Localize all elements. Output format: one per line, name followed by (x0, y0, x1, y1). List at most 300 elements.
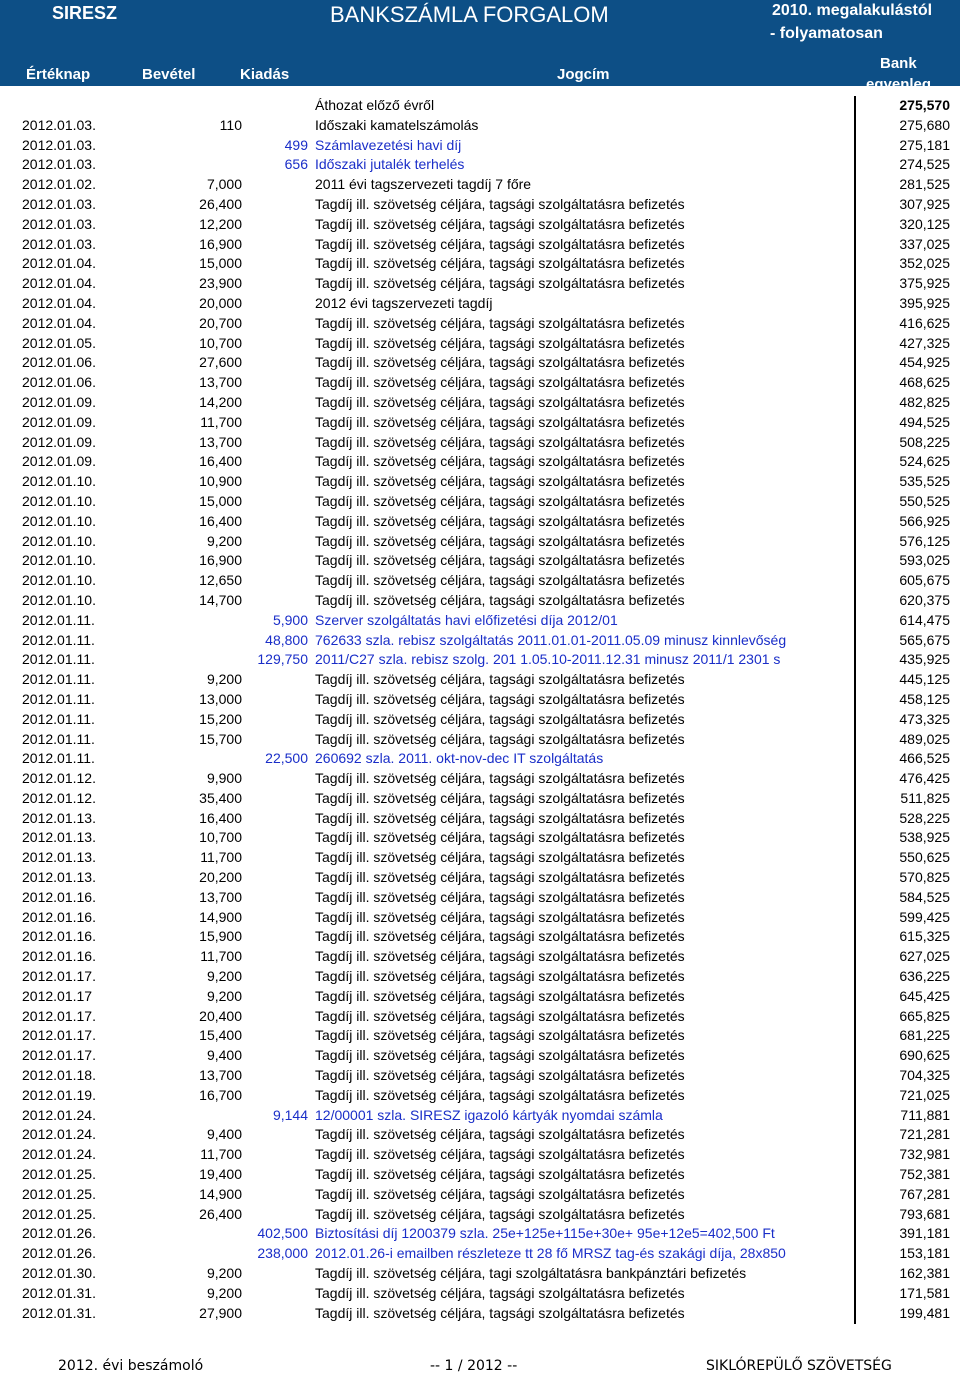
table-row (0, 235, 960, 255)
row-balance: 566,925 (899, 512, 950, 529)
row-date: 2012.01.11. (22, 730, 95, 747)
row-description: Tagdíj ill. szövetség céljára, tagsági szolgáltatásra befizetés (315, 809, 685, 826)
row-date: 2012.01.04. (22, 314, 96, 331)
row-description: Időszaki kamatelszámolás (315, 116, 479, 133)
row-income: 19,400 (199, 1166, 242, 1183)
transaction-table (0, 96, 960, 1323)
row-balance: 427,325 (899, 334, 950, 351)
row-expense: 499 (284, 136, 308, 153)
table-row (0, 532, 960, 552)
row-date: 2012.01.12. (22, 770, 96, 787)
row-description: Tagdíj ill. szövetség céljára, tagsági szolgáltatásra befizetés (315, 829, 685, 846)
row-date: 2012.01.06. (22, 374, 96, 391)
row-date: 2012.01.11. (22, 750, 95, 767)
row-balance: 538,925 (899, 829, 950, 846)
row-date: 2012.01.13. (22, 849, 96, 866)
table-row (0, 472, 960, 492)
row-income: 20,000 (199, 294, 242, 311)
row-balance: 320,125 (899, 215, 950, 232)
row-date: 2012.01.16. (22, 928, 96, 945)
row-balance: 476,425 (899, 770, 950, 787)
row-description: Tagdíj ill. szövetség céljára, tagsági szolgáltatásra befizetés (315, 888, 685, 905)
row-income: 9,900 (206, 770, 242, 787)
table-row (0, 868, 960, 888)
row-date: 2012.01.31. (22, 1284, 96, 1301)
row-description: Tagdíj ill. szövetség céljára, tagsági szolgáltatásra befizetés (315, 235, 685, 252)
table-row (0, 908, 960, 928)
row-balance: 793,681 (899, 1205, 950, 1222)
table-row (0, 571, 960, 591)
row-income: 9,200 (206, 968, 242, 985)
row-balance: 732,981 (899, 1146, 950, 1163)
row-date: 2012.01.18. (22, 1067, 96, 1084)
row-date: 2012.01.10. (22, 572, 96, 589)
row-income: 16,900 (199, 235, 242, 252)
row-balance: 704,325 (899, 1067, 950, 1084)
row-income: 14,900 (199, 1185, 242, 1202)
table-row (0, 1066, 960, 1086)
table-row (0, 1125, 960, 1145)
table-row (0, 452, 960, 472)
column-header-description: Jogcím (557, 66, 610, 83)
row-description: Tagdíj ill. szövetség céljára, tagsági szolgáltatásra befizetés (315, 552, 685, 569)
row-balance: 620,375 (899, 591, 950, 608)
row-description: Tagdíj ill. szövetség céljára, tagsági szolgáltatásra befizetés (315, 869, 685, 886)
row-balance: 352,025 (899, 255, 950, 272)
row-income: 14,900 (199, 908, 242, 925)
footer-page-number: -- 1 / 2012 -- (430, 1358, 518, 1374)
row-balance: 665,825 (899, 1007, 950, 1024)
row-income: 9,400 (206, 1126, 242, 1143)
row-income: 11,700 (200, 413, 242, 430)
row-description: Tagdíj ill. szövetség céljára, tagsági szolgáltatásra befizetés (315, 215, 685, 232)
row-balance: 454,925 (899, 354, 950, 371)
row-balance: 721,281 (899, 1126, 950, 1143)
row-balance: 508,225 (899, 433, 950, 450)
row-balance: 375,925 (899, 275, 950, 292)
row-description: Szerver szolgáltatás havi előfizetési díja 2012/01 (315, 611, 618, 628)
row-income: 15,000 (199, 255, 242, 272)
column-header-balance-line-2: egyenleg (866, 76, 932, 93)
row-date: 2012.01.04. (22, 255, 96, 272)
row-balance: 162,381 (899, 1265, 950, 1282)
table-row (0, 650, 960, 670)
table-row (0, 848, 960, 868)
row-balance: 275,680 (899, 116, 950, 133)
row-income: 13,700 (199, 1067, 242, 1084)
row-expense: 129,750 (257, 651, 308, 668)
table-row (0, 175, 960, 195)
row-date: 2012.01.26. (22, 1225, 96, 1242)
row-expense: 656 (284, 156, 308, 173)
row-balance: 468,625 (899, 374, 950, 391)
row-income: 16,400 (199, 809, 242, 826)
table-row (0, 136, 960, 156)
row-income: 10,900 (199, 473, 242, 490)
table-row (0, 927, 960, 947)
row-description: Tagdíj ill. szövetség céljára, tagsági szolgáltatásra befizetés (315, 1047, 685, 1064)
row-date: 2012.01.11. (22, 690, 95, 707)
row-date: 2012.01.11. (22, 710, 95, 727)
row-date: 2012.01.17. (22, 1007, 96, 1024)
row-balance: 627,025 (899, 948, 950, 965)
row-balance: 614,475 (899, 611, 950, 628)
row-income: 16,700 (199, 1086, 242, 1103)
row-balance: 511,825 (900, 789, 950, 806)
row-balance: 535,525 (899, 473, 950, 490)
row-description: Tagdíj ill. szövetség céljára, tagsági szolgáltatásra befizetés (315, 433, 685, 450)
table-row (0, 413, 960, 433)
row-date: 2012.01.11. (22, 671, 95, 688)
row-balance: 391,181 (899, 1225, 950, 1242)
row-description: Tagdíj ill. szövetség céljára, tagsági szolgáltatásra befizetés (315, 1205, 685, 1222)
column-header-income: Bevétel (142, 66, 196, 83)
row-date: 2012.01.13. (22, 829, 96, 846)
row-date: 2012.01.09. (22, 433, 96, 450)
row-income: 11,700 (200, 948, 242, 965)
row-description: Biztosítási díj 1200379 szla. 25e+125e+115e+30e+ 95e+12e5=402,500 Ft (315, 1225, 775, 1242)
row-balance: 599,425 (899, 908, 950, 925)
row-income: 14,200 (199, 393, 242, 410)
row-description: 2012.01.26-i emailben részleteze tt 28 fő MRSZ tag-és szakági díja, 28x850 (315, 1245, 786, 1262)
row-balance: 416,625 (899, 314, 950, 331)
row-balance: 528,225 (899, 809, 950, 826)
table-row (0, 314, 960, 334)
row-date: 2012.01.12. (22, 789, 96, 806)
table-row (0, 769, 960, 789)
row-balance: 337,025 (899, 235, 950, 252)
row-description: Tagdíj ill. szövetség céljára, tagsági szolgáltatásra befizetés (315, 1067, 685, 1084)
row-date: 2012.01.25. (22, 1185, 96, 1202)
row-income: 9,200 (206, 987, 242, 1004)
row-description: Tagdíj ill. szövetség céljára, tagsági szolgáltatásra befizetés (315, 1185, 685, 1202)
row-description: Tagdíj ill. szövetség céljára, tagsági szolgáltatásra befizetés (315, 908, 685, 925)
row-description: Tagdíj ill. szövetség céljára, tagsági szolgáltatásra befizetés (315, 770, 685, 787)
row-income: 10,700 (199, 829, 242, 846)
row-description: Tagdíj ill. szövetség céljára, tagsági szolgáltatásra befizetés (315, 314, 685, 331)
table-row (0, 274, 960, 294)
table-row (0, 1185, 960, 1205)
row-description: 12/00001 szla. SIRESZ igazoló kártyák nyomdai számla (315, 1106, 663, 1123)
row-description: Tagdíj ill. szövetség céljára, tagsági szolgáltatásra befizetés (315, 789, 685, 806)
row-date: 2012.01.17. (22, 1027, 96, 1044)
table-row (0, 155, 960, 175)
row-balance: 281,525 (899, 176, 950, 193)
row-description: Tagdíj ill. szövetség céljára, tagsági szolgáltatásra befizetés (315, 572, 685, 589)
report-header (0, 0, 960, 93)
table-row (0, 334, 960, 354)
row-date: 2012.01.24. (22, 1106, 96, 1123)
row-income: 20,200 (199, 869, 242, 886)
row-balance: 524,625 (899, 453, 950, 470)
row-income: 16,400 (199, 453, 242, 470)
row-description: Tagdíj ill. szövetség céljára, tagsági szolgáltatásra befizetés (315, 195, 685, 212)
row-income: 13,700 (199, 888, 242, 905)
row-income: 11,700 (200, 849, 242, 866)
row-income: 15,000 (199, 492, 242, 509)
table-row (0, 116, 960, 136)
row-date: 2012.01.05. (22, 334, 96, 351)
row-balance: 605,675 (899, 572, 950, 589)
row-expense: 22,500 (265, 750, 308, 767)
table-row (0, 1264, 960, 1284)
row-description: Tagdíj ill. szövetség céljára, tagsági szolgáltatásra befizetés (315, 1304, 685, 1321)
table-row (0, 1086, 960, 1106)
row-balance: 711,881 (900, 1106, 950, 1123)
table-row (0, 730, 960, 750)
row-expense: 402,500 (257, 1225, 308, 1242)
row-description: Tagdíj ill. szövetség céljára, tagsági szolgáltatásra befizetés (315, 1027, 685, 1044)
row-balance: 645,425 (899, 987, 950, 1004)
row-income: 27,600 (199, 354, 242, 371)
table-row (0, 1007, 960, 1027)
table-row (0, 1304, 960, 1324)
row-balance: 767,281 (899, 1185, 950, 1202)
row-description: Tagdíj ill. szövetség céljára, tagsági szolgáltatásra befizetés (315, 948, 685, 965)
org-name: SIRESZ (52, 3, 118, 23)
row-income: 9,200 (206, 1265, 242, 1282)
table-row (0, 631, 960, 651)
table-row (0, 1224, 960, 1244)
row-income: 11,700 (200, 1146, 242, 1163)
row-balance: 458,125 (899, 690, 950, 707)
period-line-1: 2010. megalakulástól (772, 2, 933, 19)
row-income: 13,700 (199, 433, 242, 450)
row-date: 2012.01.24. (22, 1126, 96, 1143)
row-date: 2012.01.11. (22, 611, 95, 628)
row-balance: 615,325 (899, 928, 950, 945)
row-date: 2012.01.31. (22, 1304, 96, 1321)
table-row (0, 1026, 960, 1046)
row-income: 13,000 (199, 690, 242, 707)
row-income: 20,700 (199, 314, 242, 331)
table-row (0, 690, 960, 710)
row-income: 15,400 (199, 1027, 242, 1044)
table-row (0, 947, 960, 967)
row-date: 2012.01.02. (22, 176, 96, 193)
row-description: 2011 évi tagszervezeti tagdíj 7 főre (315, 176, 532, 193)
row-description: 260692 szla. 2011. okt-nov-dec IT szolgáltatás (315, 750, 604, 767)
row-income: 7,000 (206, 176, 242, 193)
row-description: Tagdíj ill. szövetség céljára, tagsági szolgáltatásra befizetés (315, 532, 685, 549)
row-income: 9,200 (206, 671, 242, 688)
row-description: Tagdíj ill. szövetség céljára, tagsági szolgáltatásra befizetés (315, 473, 685, 490)
row-description: Számlavezetési havi díj (315, 136, 462, 153)
row-balance: 435,925 (899, 651, 950, 668)
row-income: 12,650 (199, 572, 242, 589)
row-description: Tagdíj ill. szövetség céljára, tagsági szolgáltatásra befizetés (315, 1126, 685, 1143)
row-date: 2012.01.19. (22, 1086, 96, 1103)
row-income: 27,900 (199, 1304, 242, 1321)
row-date: 2012.01.10. (22, 512, 96, 529)
table-row (0, 888, 960, 908)
row-income: 15,200 (199, 710, 242, 727)
row-date: 2012.01.09. (22, 393, 96, 410)
row-balance: 576,125 (899, 532, 950, 549)
row-date: 2012.01.09. (22, 413, 96, 430)
row-balance: 395,925 (899, 294, 950, 311)
row-description: Tagdíj ill. szövetség céljára, tagsági szolgáltatásra befizetés (315, 690, 685, 707)
table-row (0, 1145, 960, 1165)
row-description: Tagdíj ill. szövetség céljára, tagsági szolgáltatásra befizetés (315, 334, 685, 351)
row-date: 2012.01.16. (22, 948, 96, 965)
table-row (0, 967, 960, 987)
table-row (0, 96, 960, 116)
row-balance: 550,525 (899, 492, 950, 509)
table-row (0, 1046, 960, 1066)
row-description: Tagdíj ill. szövetség céljára, tagsági szolgáltatásra befizetés (315, 275, 685, 292)
row-description: Tagdíj ill. szövetség céljára, tagsági szolgáltatásra befizetés (315, 968, 685, 985)
row-date: 2012.01.09. (22, 453, 96, 470)
footer-left: 2012. évi beszámoló (58, 1358, 204, 1374)
row-balance: 752,381 (899, 1166, 950, 1183)
table-row (0, 670, 960, 690)
table-row (0, 809, 960, 829)
row-date: 2012.01.10. (22, 473, 96, 490)
row-date: 2012.01.30. (22, 1265, 96, 1282)
row-date: 2012.01.03. (22, 116, 96, 133)
row-date: 2012.01.26. (22, 1245, 96, 1262)
table-row (0, 591, 960, 611)
row-balance: 494,525 (899, 413, 950, 430)
row-balance: 636,225 (899, 968, 950, 985)
row-income: 15,700 (199, 730, 242, 747)
table-row (0, 353, 960, 373)
row-description: Tagdíj ill. szövetség céljára, tagsági szolgáltatásra befizetés (315, 492, 685, 509)
table-row (0, 749, 960, 769)
row-description: 2011/C27 szla. rebisz szolg. 201 1.05.10-2011.12.31 minusz 2011/1 2301 s (315, 651, 781, 668)
column-header-balance-line-1: Bank (880, 55, 917, 72)
table-row (0, 611, 960, 631)
row-description: Tagdíj ill. szövetség céljára, tagsági szolgáltatásra befizetés (315, 413, 685, 430)
row-date: 2012.01.03. (22, 215, 96, 232)
row-description: Tagdíj ill. szövetség céljára, tagsági szolgáltatásra befizetés (315, 987, 685, 1004)
row-balance: 690,625 (899, 1047, 950, 1064)
table-row (0, 433, 960, 453)
row-balance: 550,625 (899, 849, 950, 866)
row-date: 2012.01.11. (22, 651, 95, 668)
row-date: 2012.01.11. (22, 631, 95, 648)
row-income: 26,400 (199, 195, 242, 212)
row-description: Tagdíj ill. szövetség céljára, tagsági szolgáltatásra befizetés (315, 1146, 685, 1163)
row-date: 2012.01.03. (22, 195, 96, 212)
row-balance: 274,525 (899, 156, 950, 173)
row-income: 20,400 (199, 1007, 242, 1024)
row-date: 2012.01.03. (22, 235, 96, 252)
row-income: 12,200 (199, 215, 242, 232)
row-description: Tagdíj ill. szövetség céljára, tagsági szolgáltatásra befizetés (315, 393, 685, 410)
row-description: Tagdíj ill. szövetség céljára, tagsági szolgáltatásra befizetés (315, 1007, 685, 1024)
row-date: 2012.01.17. (22, 968, 96, 985)
row-balance: 565,675 (899, 631, 950, 648)
row-description: Tagdíj ill. szövetség céljára, tagsági szolgáltatásra befizetés (315, 374, 685, 391)
row-date: 2012.01.04. (22, 294, 96, 311)
table-row (0, 1106, 960, 1126)
row-description: Tagdíj ill. szövetség céljára, tagsági szolgáltatásra befizetés (315, 453, 685, 470)
table-row (0, 1205, 960, 1225)
row-income: 26,400 (199, 1205, 242, 1222)
table-row (0, 987, 960, 1007)
row-description: Tagdíj ill. szövetség céljára, tagsági szolgáltatásra befizetés (315, 255, 685, 272)
table-row (0, 254, 960, 274)
table-row (0, 215, 960, 235)
table-row (0, 828, 960, 848)
row-date: 2012.01.25. (22, 1166, 96, 1183)
row-income: 10,700 (199, 334, 242, 351)
row-description: Tagdíj ill. szövetség céljára, tagsági szolgáltatásra befizetés (315, 1166, 685, 1183)
row-date: 2012.01.17 (22, 987, 93, 1004)
row-income: 9,200 (206, 1284, 242, 1301)
row-income: 16,900 (199, 552, 242, 569)
row-income: 14,700 (199, 591, 242, 608)
column-header-expense: Kiadás (240, 66, 290, 83)
row-date: 2012.01.10. (22, 532, 96, 549)
row-balance: 681,225 (899, 1027, 950, 1044)
row-income: 9,200 (206, 532, 242, 549)
report-title: BANKSZÁMLA FORGALOM (330, 2, 609, 27)
row-description: Tagdíj ill. szövetség céljára, tagsági szolgáltatásra befizetés (315, 354, 685, 371)
row-balance: 153,181 (899, 1245, 950, 1262)
row-date: 2012.01.25. (22, 1205, 96, 1222)
row-income: 13,700 (199, 374, 242, 391)
row-description: Tagdíj ill. szövetség céljára, tagsági szolgáltatásra befizetés (315, 1086, 685, 1103)
row-description: Tagdíj ill. szövetség céljára, tagsági szolgáltatásra befizetés (315, 928, 685, 945)
table-row (0, 789, 960, 809)
row-income: 35,400 (199, 789, 242, 806)
row-income: 110 (219, 116, 242, 133)
table-row (0, 512, 960, 532)
row-balance: 275,570 (899, 97, 950, 113)
row-date: 2012.01.06. (22, 354, 96, 371)
row-description: Tagdíj ill. szövetség céljára, tagsági szolgáltatásra befizetés (315, 591, 685, 608)
row-balance: 307,925 (899, 195, 950, 212)
row-balance: 721,025 (899, 1086, 950, 1103)
row-description: 2012 évi tagszervezeti tagdíj (315, 294, 493, 311)
table-row (0, 1165, 960, 1185)
row-date: 2012.01.03. (22, 136, 96, 153)
row-balance: 473,325 (899, 710, 950, 727)
row-expense: 48,800 (265, 631, 308, 648)
footer-right: SIKLÓREPÜLŐ SZÖVETSÉG (706, 1358, 892, 1374)
row-description: Időszaki jutalék terhelés (315, 156, 465, 173)
row-date: 2012.01.16. (22, 908, 96, 925)
row-balance: 275,181 (899, 136, 950, 153)
row-description: Tagdíj ill. szövetség céljára, tagsági szolgáltatásra befizetés (315, 710, 685, 727)
row-income: 23,900 (199, 275, 242, 292)
row-balance: 199,481 (899, 1304, 950, 1321)
table-row (0, 195, 960, 215)
row-expense: 238,000 (257, 1245, 308, 1262)
table-row (0, 551, 960, 571)
row-description: Tagdíj ill. szövetség céljára, tagsági szolgáltatásra befizetés (315, 671, 685, 688)
table-row (0, 373, 960, 393)
row-date: 2012.01.10. (22, 552, 96, 569)
row-description: Tagdíj ill. szövetség céljára, tagsági szolgáltatásra befizetés (315, 1284, 685, 1301)
row-description: Tagdíj ill. szövetség céljára, tagi szolgáltatásra bankpánztári befizetés (315, 1265, 747, 1282)
row-description: Tagdíj ill. szövetség céljára, tagsági szolgáltatásra befizetés (315, 730, 685, 747)
table-row (0, 1244, 960, 1264)
row-income: 16,400 (199, 512, 242, 529)
column-header-date: Értéknap (26, 66, 91, 83)
row-balance: 171,581 (899, 1284, 950, 1301)
row-date: 2012.01.16. (22, 888, 96, 905)
row-balance: 466,525 (899, 750, 950, 767)
table-row (0, 1284, 960, 1304)
row-income: 9,400 (206, 1047, 242, 1064)
row-balance: 489,025 (899, 730, 950, 747)
row-description: Tagdíj ill. szövetség céljára, tagsági szolgáltatásra befizetés (315, 512, 685, 529)
row-balance: 445,125 (899, 671, 950, 688)
